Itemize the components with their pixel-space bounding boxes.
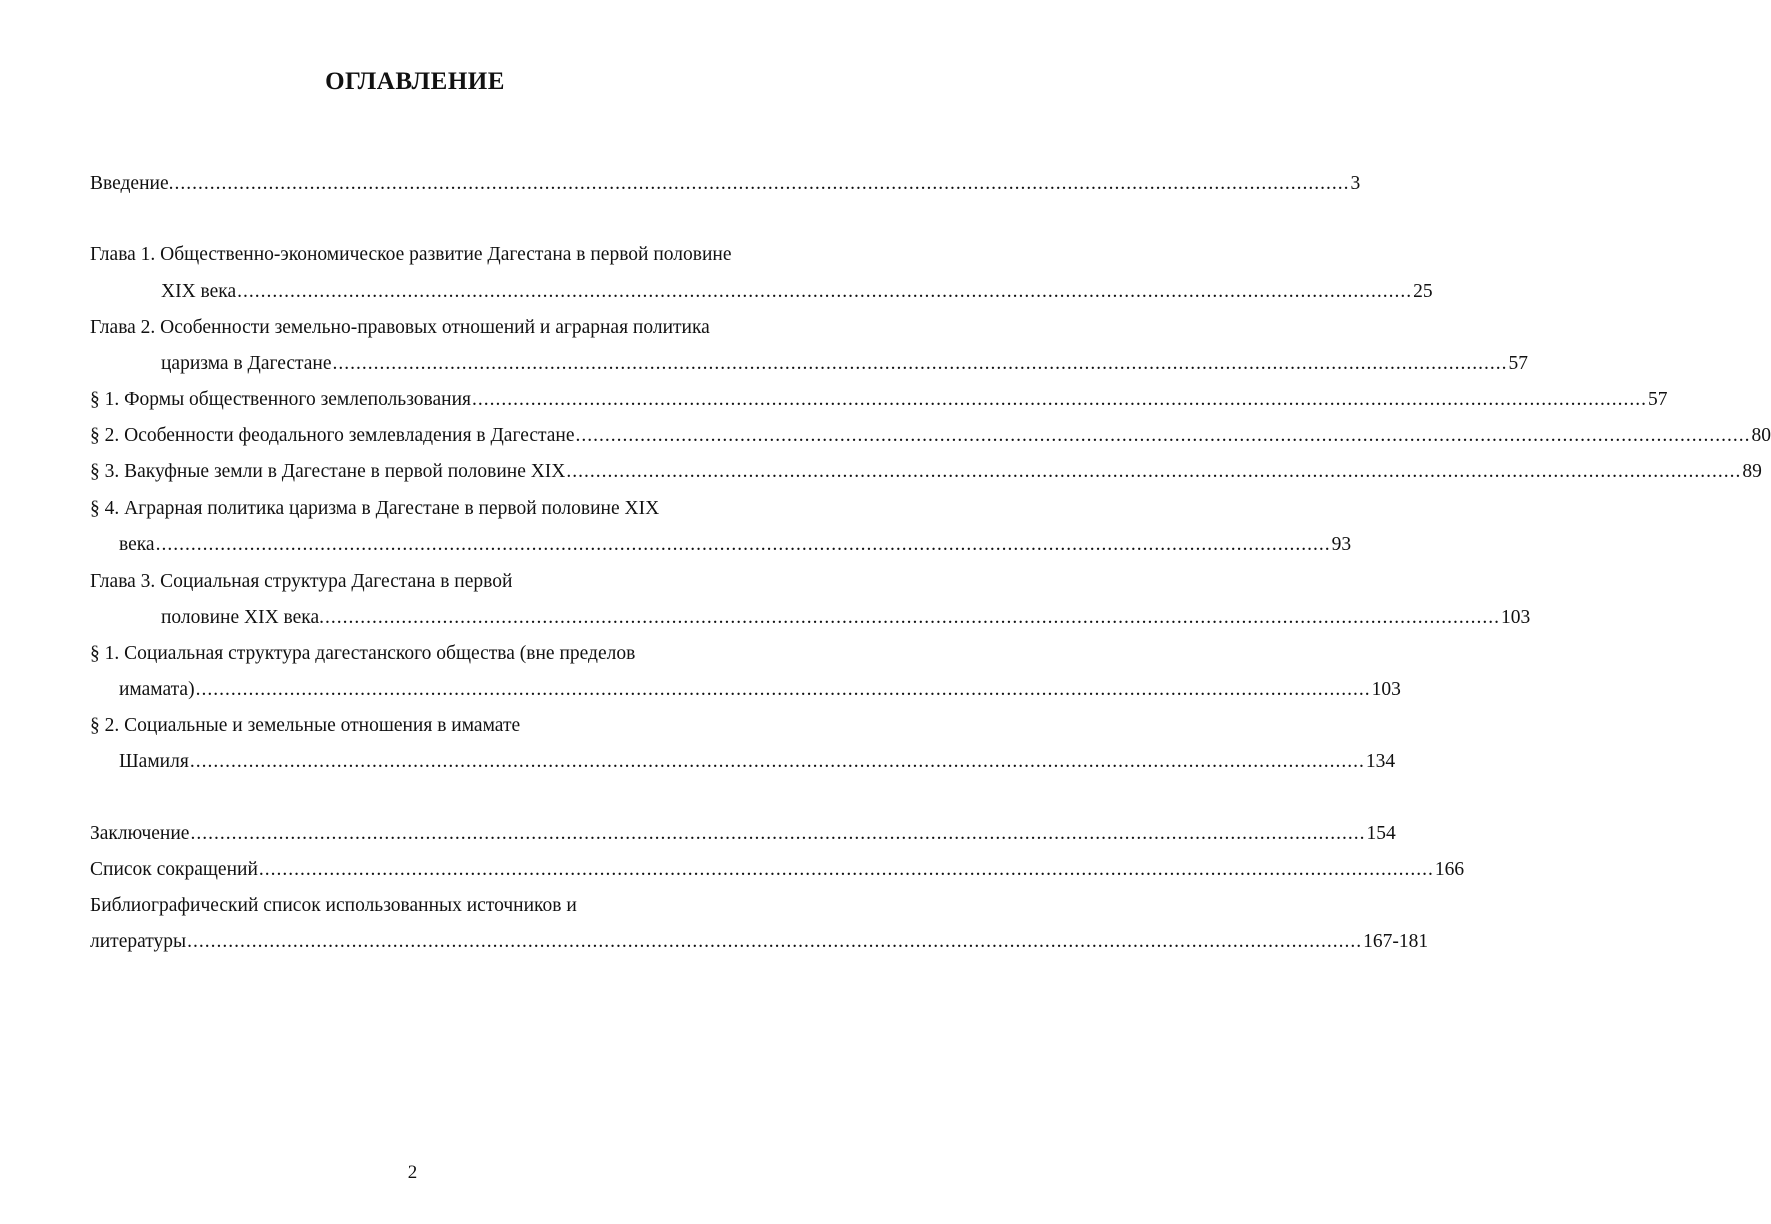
leader-dots: ........................................................................................................................................................................................................ (195, 679, 1371, 700)
toc-label: половине XIX века. (161, 607, 325, 628)
toc-page: 25 (1413, 281, 1433, 302)
leader-dots: ........................................................................................................................................................................................................ (190, 823, 1366, 844)
toc-heading-ch1: Глава 1. Общественно-экономическое развитие Дагестана в первой половине (90, 244, 732, 265)
toc-heading-s3-2: § 2. Социальные и земельные отношения в имамате (90, 715, 521, 736)
leader-dots: ........................................................................................................................................................................................................ (155, 534, 1331, 555)
toc-heading-ch2: Глава 2. Особенности земельно-правовых отношений и аграрная политика (90, 317, 710, 338)
toc-entry-s2-1 (90, 388, 1668, 414)
toc-label: § 3. Вакуфные земли в Дагестане в первой половине XIX (90, 461, 566, 482)
toc-entry-ch2 (161, 352, 1529, 378)
toc-entry-intro (90, 172, 1361, 198)
toc-entry-s3-1 (119, 678, 1401, 704)
toc-heading-ch3: Глава 3. Социальная структура Дагестана в первой (90, 571, 513, 592)
leader-dots: ........................................................................................................................................................................................................ (237, 281, 1413, 302)
leader-dots: ........................................................................................................................................................................................................ (187, 931, 1363, 952)
toc-label: XIX века (161, 281, 237, 302)
toc-heading-biblio: Библиографический список использованных источников и (90, 895, 577, 916)
leader-dots: ........................................................................................................................................................................................................ (174, 173, 1350, 194)
leader-dots: ........................................................................................................................................................................................................ (566, 461, 1742, 482)
toc-page: 57 (1647, 389, 1668, 410)
toc-page: 103 (1501, 607, 1531, 628)
toc-page: 80 (1751, 425, 1771, 446)
toc-entry-abbrev (90, 858, 1465, 884)
toc-page: 57 (1508, 353, 1529, 374)
toc-page: 167-181 (1363, 931, 1429, 952)
toc-entry-ch3 (161, 606, 1531, 632)
toc-label: Заключение (90, 823, 190, 844)
leader-dots: ........................................................................................................................................................................................................ (332, 353, 1508, 374)
toc-label: века (119, 534, 155, 555)
toc-label: литературы (90, 931, 187, 952)
toc-label: Введение. (90, 173, 174, 194)
toc-page: 89 (1742, 461, 1762, 482)
toc-entry-s2-4 (119, 533, 1352, 559)
toc-page: 154 (1366, 823, 1396, 844)
toc-heading-s2-4: § 4. Аграрная политика царизма в Дагестане в первой половине XIX (90, 498, 660, 519)
toc-label: Список сокращений (90, 859, 258, 880)
page-title: ОГЛАВЛЕНИЕ (325, 68, 505, 95)
toc-page: 3 (1350, 173, 1361, 194)
toc-entry-s2-2 (90, 424, 1771, 450)
toc-entry-conclusion (90, 822, 1396, 848)
toc-entry-s2-3 (90, 460, 1762, 486)
toc-entry-ch1 (161, 280, 1433, 306)
toc-page: 103 (1371, 679, 1401, 700)
toc-label: § 2. Особенности феодального землевладения в Дагестане (90, 425, 575, 446)
toc-page: 166 (1434, 859, 1465, 880)
toc-entry-biblio (90, 930, 1429, 956)
toc-page: 93 (1331, 534, 1352, 555)
toc-heading-s3-1: § 1. Социальная структура дагестанского общества (вне пределов (90, 643, 636, 664)
toc-label: Шамиля (119, 751, 189, 772)
toc-label: царизма в Дагестане (161, 353, 332, 374)
leader-dots: ........................................................................................................................................................................................................ (189, 751, 1365, 772)
toc-page: 134 (1365, 751, 1396, 772)
leader-dots: ........................................................................................................................................................................................................ (575, 425, 1751, 446)
page-number: 2 (407, 1162, 418, 1183)
leader-dots: ........................................................................................................................................................................................................ (471, 389, 1647, 410)
toc-label: имамата) (119, 679, 195, 700)
toc-entry-s3-2 (119, 750, 1396, 776)
toc-label: § 1. Формы общественного землепользования (90, 389, 471, 410)
leader-dots: ........................................................................................................................................................................................................ (258, 859, 1434, 880)
leader-dots: ........................................................................................................................................................................................................ (325, 607, 1501, 628)
